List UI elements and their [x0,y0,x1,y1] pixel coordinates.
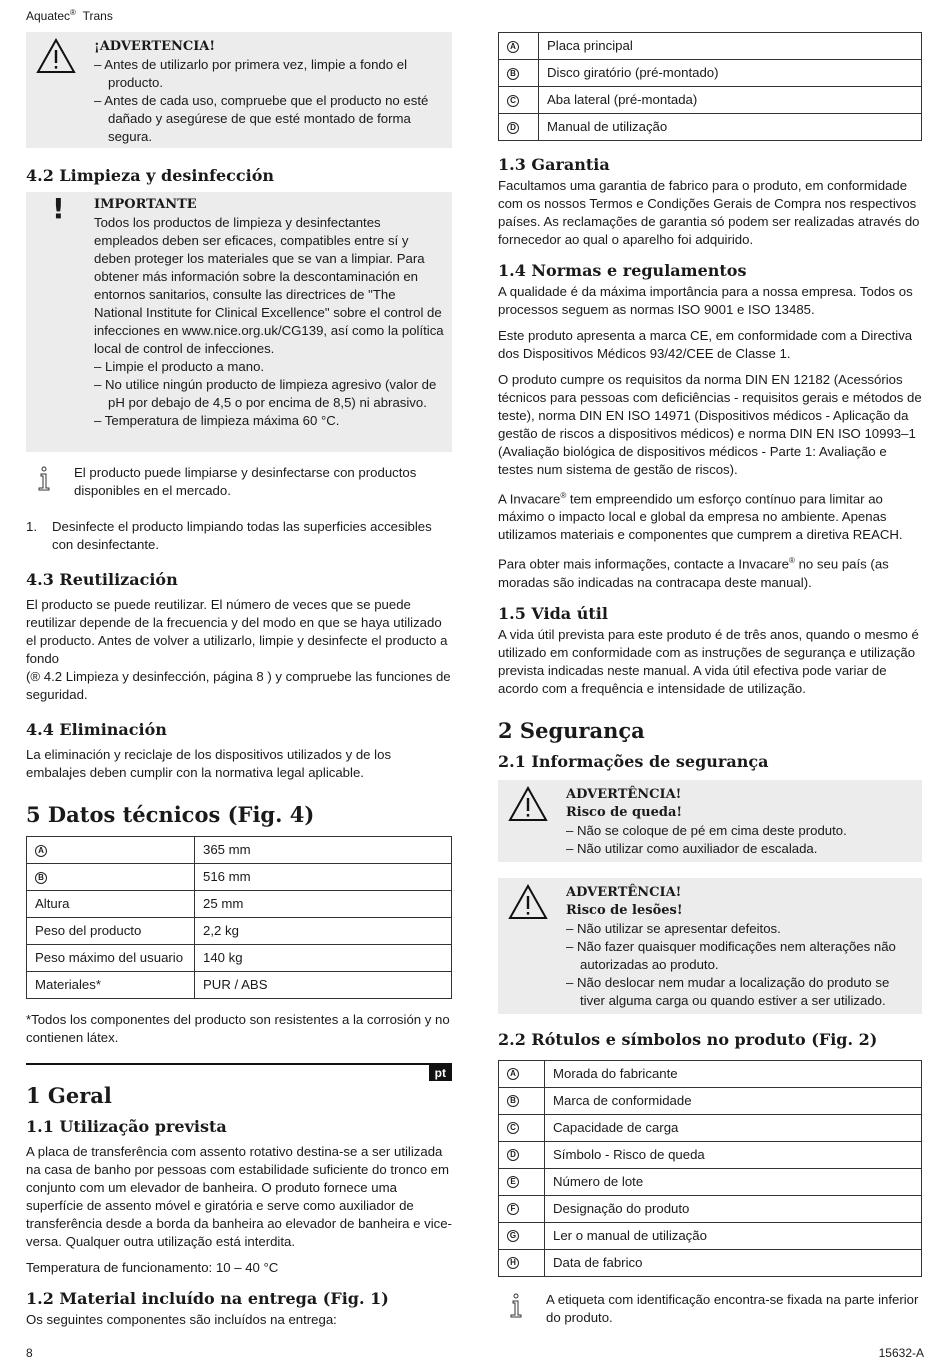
table-cell: Peso máximo del usuario [27,945,195,972]
numbered-step [26,518,452,554]
table-row [499,1168,922,1195]
section-heading-5: 5 Datos técnicos (Fig. 4) [26,802,315,827]
warning-item: – Antes de utilizarlo por primera vez, limpie a fondo el producto. [94,57,408,90]
warning-triangle-icon [508,786,548,822]
brand-name: Aquatec [26,9,71,23]
tech-data-table [26,836,452,999]
important-box [26,192,452,452]
warning-item: – Não utilizar se apresentar defeitos. [566,920,781,936]
callout-f: F [507,1203,519,1215]
step-text: Desinfecte el producto limpiando todas las superficies accesibles con desinfectante. [52,519,432,552]
table-cell: Altura [27,891,195,918]
table-row [499,1222,922,1249]
table-row [27,864,452,891]
reuse-ref: (® 4.2 Limpieza y desinfección, página 8 ) y compruebe las funciones de seguridad. [26,669,451,702]
table-cell: Materiales* [27,972,195,999]
warning-title: ADVERTÊNCIA! [566,786,682,802]
standards-p4: A Invacare® tem empreendido um esforço contínuo para limitar ao máximo o impacto local e global da empresa no ambiente. Apenas utilizamos materiais e componentes que cumprem a diretiva REACH. [498,491,903,543]
callout-b: B [507,1095,519,1107]
table-cell: Manual de utilização [539,114,922,141]
important-item: – No utilice ningún producto de limpieza agresivo (valor de pH por debajo de 4,5 o por encima de 8,5) ni abrasivo. [94,377,437,410]
table-cell: 25 mm [195,891,452,918]
warning-box-fall [498,780,922,862]
warning-box-injury [498,878,922,1014]
section-heading-4-3: 4.3 Reutilización [26,570,178,589]
right-column [498,32,922,1327]
section-heading-1-5: 1.5 Vida útil [498,603,608,623]
language-badge: pt [429,1065,452,1081]
info-text: A etiqueta com identificação encontra-se fixada na parte inferior do produto. [546,1291,919,1325]
standards-p2: Este produto apresenta a marca CE, em conformidade com a Directiva dos Dispositivos Médicos 93/42/CEE de Classe 1. [498,328,913,361]
table-row [499,1141,922,1168]
warning-title: ADVERTÊNCIA! [566,884,682,900]
warning-subtitle: Risco de lesões! [566,902,683,918]
left-column [26,32,452,1329]
info-icon [36,466,52,492]
callout-c: C [507,95,519,107]
section-heading-1-4: 1.4 Normas e regulamentos [498,261,747,280]
table-cell: Símbolo - Risco de queda [545,1141,922,1168]
language-divider [26,1063,452,1080]
table-row [27,945,452,972]
page-header [26,4,113,25]
section-heading-1-3: 1.3 Garantia [498,155,610,174]
table-row [499,1087,922,1114]
page-number: 8 [26,1346,33,1360]
section-heading-1: 1 Geral [26,1083,112,1108]
operating-temp: Temperatura de funcionamento: 10 – 40 °C [26,1260,279,1275]
table-row [499,114,922,141]
important-title: IMPORTANTE [94,197,197,212]
service-life-text: A vida útil prevista para este produto é de três anos, quando o mesmo é utilizado em conformidade com as instruções de segurança e utilização prevista indicadas neste manual. A vida útil efectiva pode variar de acordo com a frequência e intensidade de utilização. [498,626,919,696]
delivery-intro: Os seguintes componentes são incluídos na entrega: [26,1312,337,1327]
reuse-text: El producto se puede reutilizar. El número de veces que se puede reutilizar depende de la frecuencia y del modo en que se haya utilizado el producto. Antes de volver a utilizarlo, limpie y desinfecte el producto a fondo [26,597,448,666]
callout-g: G [507,1230,519,1242]
section-heading-4-4: 4.4 Eliminación [26,720,167,739]
disposal-text: La eliminación y reciclaje de los dispositivos utilizados y de los embalajes deben cumplir con la normativa legal aplicable. [26,747,392,780]
warning-subtitle: Risco de queda! [566,804,683,820]
labels-table [498,1060,922,1277]
table-cell: PUR / ABS [195,972,452,999]
table-cell: Designação do produto [545,1195,922,1222]
table-row [27,972,452,999]
document-number: 15632-A [878,1346,924,1360]
warning-item: – Não se coloque de pé em cima deste produto. [566,822,847,838]
table-row [499,1060,922,1087]
callout-a: A [507,1068,519,1080]
table-cell: Morada do fabricante [545,1060,922,1087]
table-cell: Aba lateral (pré-montada) [539,87,922,114]
warning-triangle-icon [508,884,548,920]
product-name: Trans [82,9,113,23]
delivery-table [498,32,922,141]
table-cell: Ler o manual de utilização [545,1222,922,1249]
info-note-pt [498,1291,922,1327]
important-item: – Limpie el producto a mano. [94,359,265,374]
callout-a: A [507,41,519,53]
warning-item: – Não fazer quaisquer modificações nem alterações não autorizadas ao produto. [566,938,896,972]
section-heading-4-2: 4.2 Limpieza y desinfección [26,166,275,185]
important-text: Todos los productos de limpieza y desinfectantes empleados deben ser eficaces, compatibles entre sí y deben proteger los materiales que se van a limpiar. Para obtener más información sobre la descontaminación en entornos sanitarios, consulte las directrices de "The National Institute for Clinical Excellence" sobre el control de infecciones en www.nice.org.uk/CG139, así como la política local de control de infecciones. [94,215,444,356]
info-icon [508,1293,524,1319]
warning-item: – Não deslocar nem mudar a localização do produto se tiver alguma carga ou quando estiver a ser utilizado. [566,974,890,1008]
callout-h: H [507,1257,519,1269]
section-heading-1-1: 1.1 Utilização prevista [26,1117,227,1136]
callout-c: C [507,1122,519,1134]
callout-b: B [507,68,519,80]
table-cell: Marca de conformidade [545,1087,922,1114]
section-heading-2-2: 2.2 Rótulos e símbolos no produto (Fig. 2) [498,1029,878,1049]
table-cell: 516 mm [195,864,452,891]
warranty-text: Facultamos uma garantia de fabrico para o produto, em conformidade com os nossos Termos e Condições Gerais de Compra nos respectivos países. As reclamações de garantia só podem ser realizadas através do fornecedor ao qual o aparelho foi adquirido. [498,178,920,247]
table-cell: 2,2 kg [195,918,452,945]
table-cell: Disco giratório (pré-montado) [539,60,922,87]
info-text: El producto puede limpiarse y desinfectarse con productos disponibles en el mercado. [74,465,417,498]
callout-b: B [35,872,47,884]
section-heading-2-1: 2.1 Informações de segurança [498,751,769,771]
exclamation-icon: ! [52,192,65,225]
table-row [499,1195,922,1222]
callout-d: D [507,1149,519,1161]
table-row [499,87,922,114]
warning-item: – Antes de cada uso, compruebe que el producto no esté dañado y asegúrese de que esté montado de forma segura. [94,93,429,144]
table-row [499,33,922,60]
warning-title: ¡ADVERTENCIA! [94,39,216,54]
callout-d: D [507,122,519,134]
table-cell: Data de fabrico [545,1249,922,1276]
callout-e: E [507,1176,519,1188]
table-row [27,918,452,945]
standards-p5: Para obter mais informações, contacte a Invacare® no seu país (as moradas são indicadas na contracapa deste manual). [498,556,889,590]
table-cell: Peso del producto [27,918,195,945]
table-row [499,60,922,87]
warning-item: – Não utilizar como auxiliador de escalada. [566,840,818,856]
table-cell: 365 mm [195,837,452,864]
table-cell: 140 kg [195,945,452,972]
table-cell: Número de lote [545,1168,922,1195]
step-number: 1. [26,519,37,534]
standards-p1: A qualidade é da máxima importância para a nossa empresa. Todos os processos seguem as normas ISO 9001 e ISO 13485. [498,284,913,317]
section-heading-2: 2 Segurança [498,717,645,743]
registered-mark: ® [70,8,76,17]
table-row [27,891,452,918]
table-row [499,1114,922,1141]
table-row [27,837,452,864]
intended-use-text: A placa de transferência com assento rotativo destina-se a ser utilizada na casa de banho por pessoas com estabilidade suficiente do tronco em conjunto com um elevador de banheira. O produto fornece uma superfície de assento móvel e giratória e serve como auxiliador de transferência desde a borda da banheira ao elevador de banheira e vice-versa. Qualquer outra utilização está interdita. [26,1144,452,1249]
warning-box-es [26,32,452,148]
callout-a: A [35,845,47,857]
section-heading-1-2: 1.2 Material incluído na entrega (Fig. 1) [26,1289,389,1308]
table-row [499,1249,922,1276]
table-cell: Capacidade de carga [545,1114,922,1141]
info-note-es [26,464,452,500]
table-cell: Placa principal [539,33,922,60]
warning-triangle-icon [36,38,76,74]
table-footnote: *Todos los componentes del producto son resistentes a la corrosión y no contienen látex. [26,1012,450,1045]
standards-p3: O produto cumpre os requisitos da norma DIN EN 12182 (Acessórios técnicos para pessoas com deficiências - requisitos gerais e métodos de teste), norma DIN EN ISO 14971 (Dispositivos médicos - Aplicação da gestão de riscos a dispositivos médicos) e norma DIN EN ISO 10993–1 (Avaliação biológica de dispositivos médicos - Parte 1: Avaliação e testes num sistema de gestão de riscos). [498,372,922,477]
important-item: – Temperatura de limpieza máxima 60 °C. [94,413,340,428]
